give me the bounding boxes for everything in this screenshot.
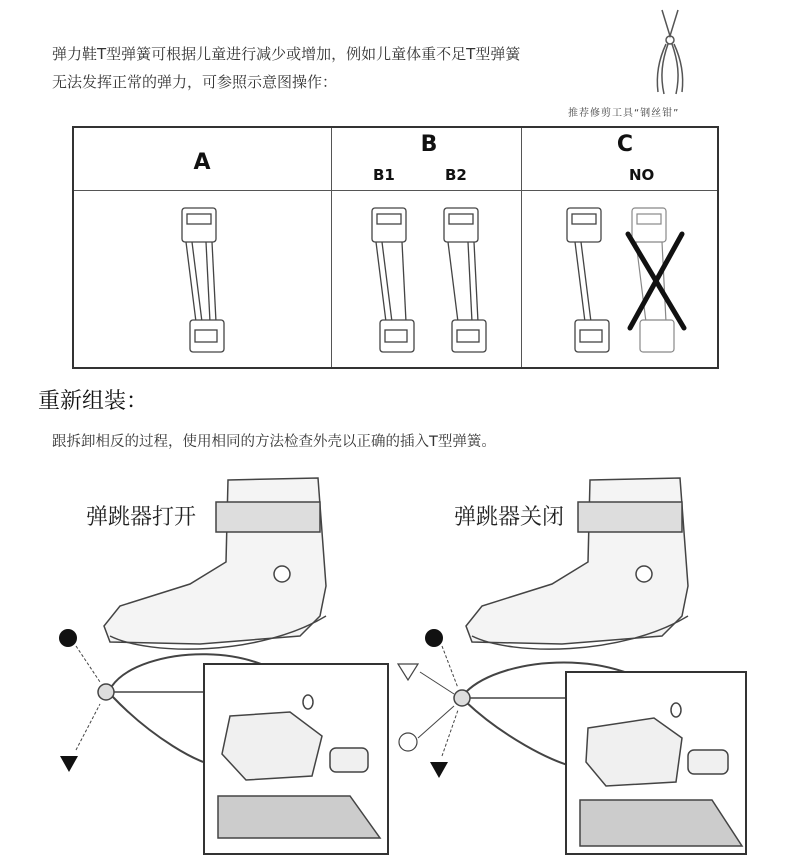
- pliers-icon: [640, 6, 700, 96]
- t-spring-c-wrong-drawing: [622, 204, 692, 360]
- tool-caption: 推荐修剪工具“钢丝钳”: [568, 108, 680, 119]
- column-c-no-label: NO: [629, 166, 655, 184]
- outline-circle-icon: [399, 733, 417, 751]
- intro-text: [52, 40, 652, 96]
- column-b-label: B: [420, 132, 438, 157]
- closed-caption: 弹跳器关闭: [454, 505, 565, 530]
- outline-triangle-icon: [398, 664, 418, 680]
- t-spring-c-ok-drawing: [559, 204, 619, 360]
- column-b1-label: B1: [373, 166, 395, 184]
- spring-comparison-table: [72, 126, 719, 369]
- cross-out-icon: [628, 234, 684, 328]
- table-divider: [331, 128, 332, 367]
- intro-line-2: 无法发挥正常的弹力，可参照示意图操作：: [52, 73, 338, 91]
- table-divider: [521, 128, 522, 367]
- open-caption: 弹跳器打开: [86, 505, 197, 530]
- down-triangle-icon: [430, 762, 448, 778]
- boot-open-illustration: [50, 466, 390, 856]
- t-spring-full-drawing: [174, 204, 234, 360]
- reassembly-title: 重新组装：: [38, 389, 149, 414]
- reassembly-description: 跟拆卸相反的过程，使用相同的方法检查外壳以正确的插入T型弹簧。: [52, 434, 496, 450]
- column-a-label: A: [193, 150, 211, 175]
- indicator-dot-icon: [425, 629, 443, 647]
- column-c-label: C: [616, 132, 634, 157]
- t-spring-b2-drawing: [436, 204, 496, 360]
- boot-closed-illustration: [392, 466, 748, 856]
- table-header-divider: [74, 190, 717, 191]
- intro-line-1: 弹力鞋T型弹簧可根据儿童进行减少或增加，例如儿童体重不足T型弹簧: [52, 45, 521, 63]
- down-triangle-icon: [60, 756, 78, 772]
- indicator-dot-icon: [59, 629, 77, 647]
- t-spring-b1-drawing: [364, 204, 424, 360]
- column-b2-label: B2: [445, 166, 467, 184]
